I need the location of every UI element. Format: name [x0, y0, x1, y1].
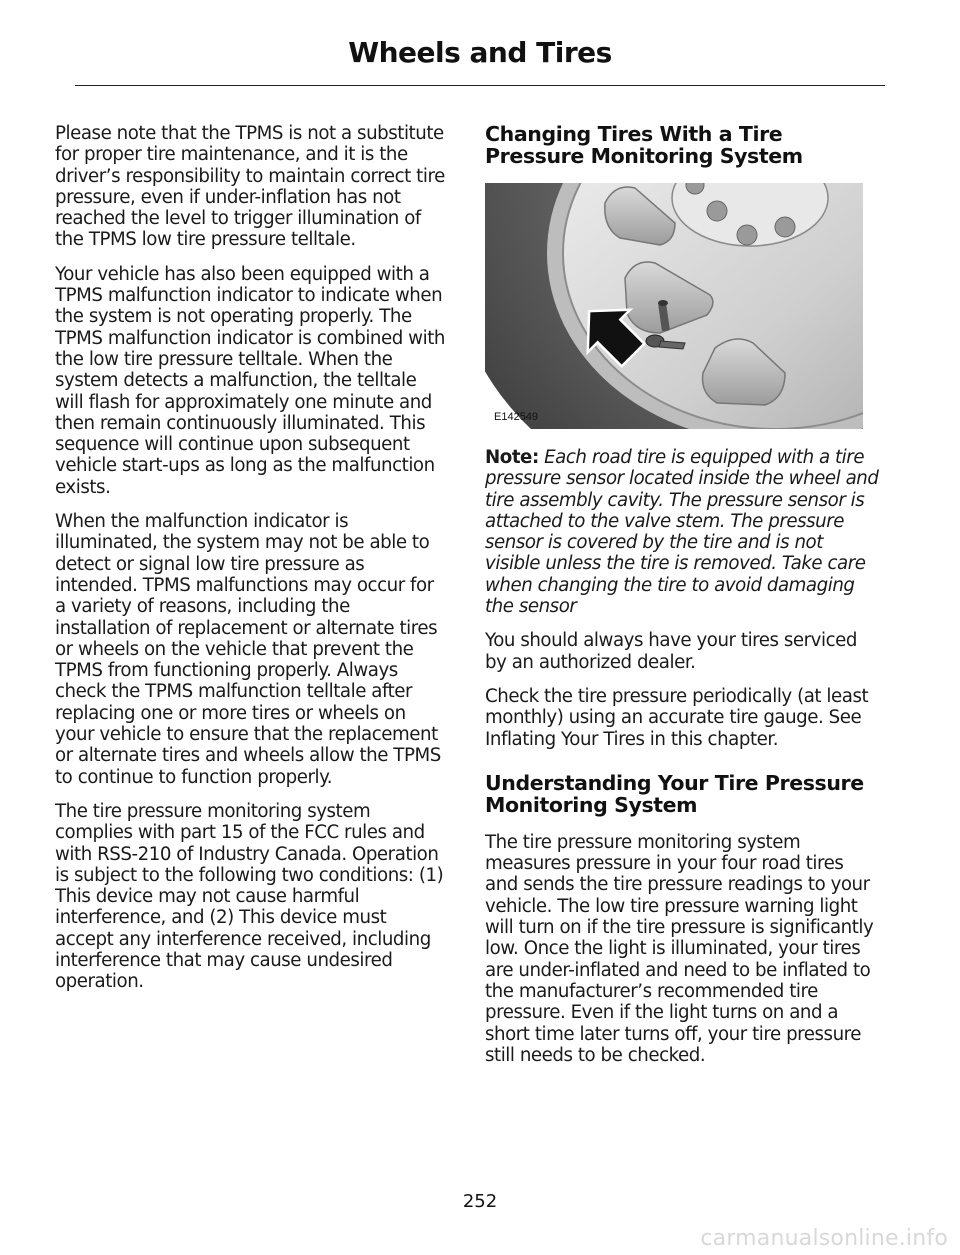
- tire-valve-figure: [485, 183, 863, 429]
- right-column: [485, 123, 881, 1079]
- section-heading: Changing Tires With a Tire Pressure Monitoring System: [485, 122, 803, 168]
- watermark-text: carmanualsonline.info: [700, 1226, 948, 1251]
- body-paragraph: The tire pressure monitoring system measures pressure in your four road tires and sends the tire pressure readings to your vehicle. The low tire pressure warning light will turn on if the tire pressure is significantly low. Once the light is illuminated, your tires are under-inflated and need to be inflated to the manufacturer’s recommended tire pressure. Even if the light turns on and a short time later turns off, your tire pressure still needs to be checked.: [485, 831, 874, 1066]
- body-paragraph: The tire pressure monitoring system complies with part 15 of the FCC rules and with RSS-210 of Industry Canada. Operation is subject to the following two conditions: (1) This device may not cause harmful interference, and (2) This device must accept any interference received, including interference that may cause undesired operation.: [55, 800, 444, 993]
- note-block: [485, 447, 881, 617]
- body-paragraph: Please note that the TPMS is not a substitute for proper tire maintenance, and it is the driver’s responsibility to maintain correct tire pressure, even if under-inflation has not reached the level to trigger illumination of the TPMS low tire pressure telltale.: [55, 123, 445, 251]
- tire-valve-sensor-illustration: [485, 183, 863, 429]
- body-paragraph: You should always have your tires serviced by an authorized dealer.: [485, 630, 857, 673]
- note-text: Each road tire is equipped with a tire pressure sensor located inside the wheel and tire assembly cavity. The pressure sensor is attached to the valve stem. The pressure sensor is covered by the tire and is not visible unless the tire is removed. Take care when changing the tire to avoid damaging the sensor: [485, 447, 879, 618]
- header-divider: [75, 85, 885, 86]
- body-paragraph: When the malfunction indicator is illuminated, the system may not be able to detect or signal low tire pressure as intended. TPMS malfunctions may occur for a variety of reasons, including the installation of replacement or alternate tires or wheels on the vehicle that prevent the TPMS from functioning properly. Always check the TPMS malfunction telltale after replacing one or more tires or wheels on your vehicle to ensure that the replacement or alternate tires and wheels allow the TPMS to continue to function properly.: [55, 511, 441, 788]
- section-heading: Understanding Your Tire Pressure Monitoring System: [485, 770, 864, 817]
- figure-id-label: E142549: [494, 411, 539, 423]
- left-column: [55, 123, 447, 1006]
- page-number: 252: [462, 1191, 498, 1212]
- body-paragraph: Your vehicle has also been equipped with a TPMS malfunction indicator to indicate when the system is not operating properly. The TPMS malfunction indicator is combined with the low tire pressure telltale. When the system detects a malfunction, the telltale will flash for approximately one minute and then remain continuously illuminated. This sequence will continue upon subsequent vehicle start-ups as long as the malfunction exists.: [55, 263, 445, 498]
- note-label: Note:: [485, 447, 539, 468]
- body-paragraph: Check the tire pressure periodically (at least monthly) using an accurate tire gauge. See Inflating Your Tires in this chapter.: [485, 685, 869, 750]
- page-title: Wheels and Tires: [348, 36, 612, 69]
